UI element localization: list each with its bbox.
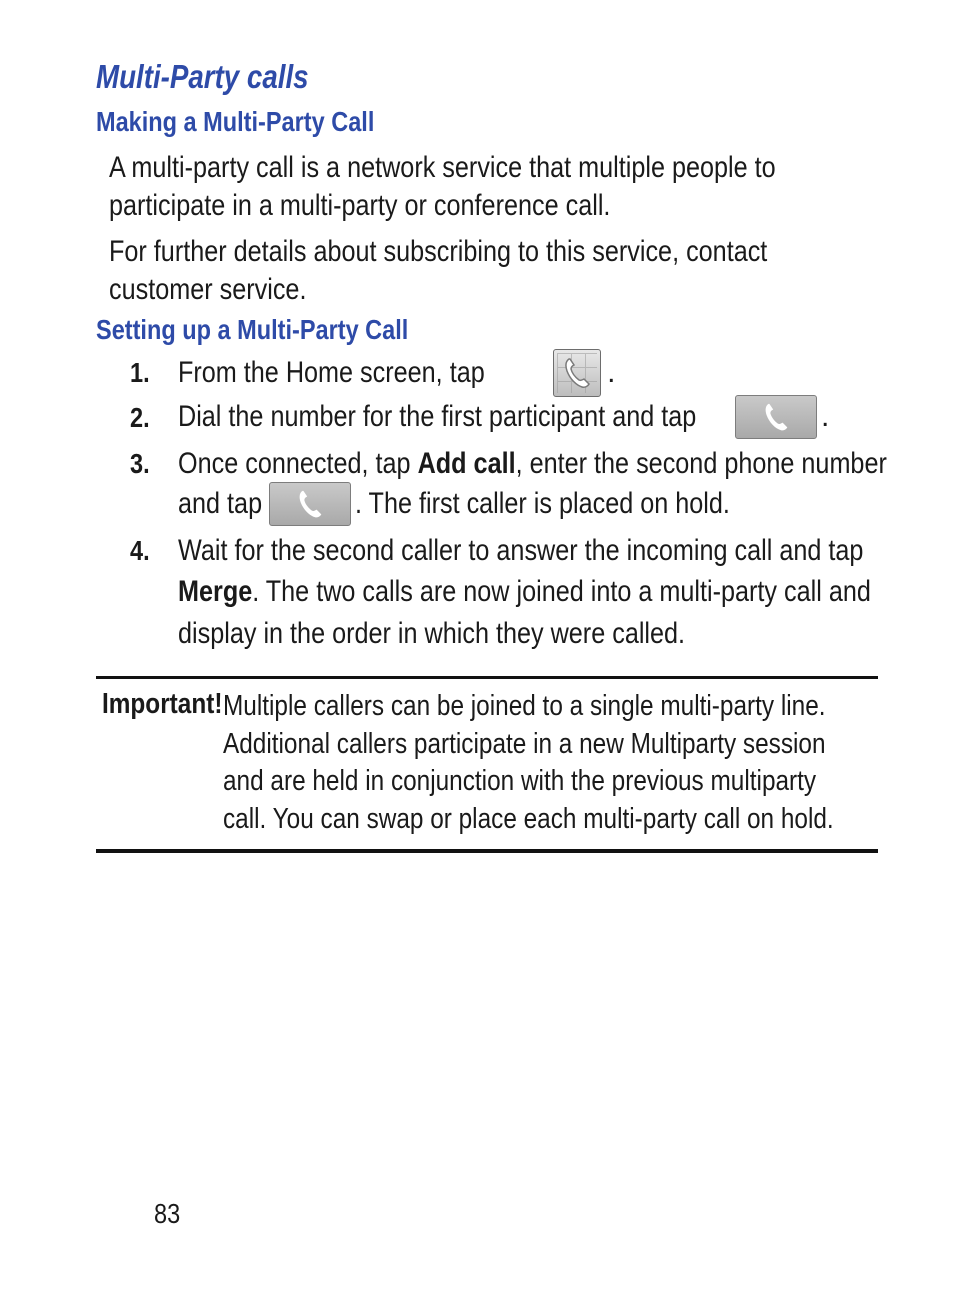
phone-app-icon bbox=[553, 349, 601, 397]
note-text: Multiple callers can be joined to a single multi-party line. Additional callers participate in a new Multiparty session and are held in conjunction with the previous multiparty call. You can swap or place each multi-party call on hold. bbox=[223, 690, 834, 835]
step-3-line-1: Once connected, tap Add call, enter the second phone number bbox=[178, 447, 887, 480]
step-number: 4. bbox=[130, 535, 150, 566]
section-title-making: Making a Multi-Party Call bbox=[96, 106, 375, 137]
step-4-line-1: Wait for the second caller to answer the incoming call and tap bbox=[178, 534, 864, 567]
step-number: 2. bbox=[130, 402, 150, 433]
page-heading: Multi-Party calls bbox=[96, 58, 309, 95]
note-label: Important! bbox=[102, 688, 223, 720]
note-bottom-rule bbox=[96, 849, 878, 853]
step-1-text: From the Home screen, tap . bbox=[178, 353, 616, 393]
section-title-setting-up: Setting up a Multi-Party Call bbox=[96, 314, 409, 345]
step-number: 3. bbox=[130, 448, 150, 479]
page-number: 83 bbox=[154, 1198, 181, 1229]
step-number: 1. bbox=[130, 357, 150, 388]
call-button-icon bbox=[269, 482, 351, 526]
intro-paragraph: A multi-party call is a network service that multiple people to participate in a multi-party or conference call. bbox=[109, 151, 776, 222]
call-button-icon bbox=[735, 395, 817, 439]
step-3-line-2: and tap . The first caller is placed on hold. bbox=[178, 484, 801, 524]
subscription-paragraph: For further details about subscribing to this service, contact customer service. bbox=[109, 235, 768, 306]
step-4-line-3: display in the order in which they were called. bbox=[178, 617, 686, 650]
note-top-rule bbox=[96, 676, 878, 679]
step-4-line-2: Merge. The two calls are now joined into a multi-party call and bbox=[178, 575, 871, 608]
step-2-text: Dial the number for the first participant and tap . bbox=[178, 397, 829, 437]
